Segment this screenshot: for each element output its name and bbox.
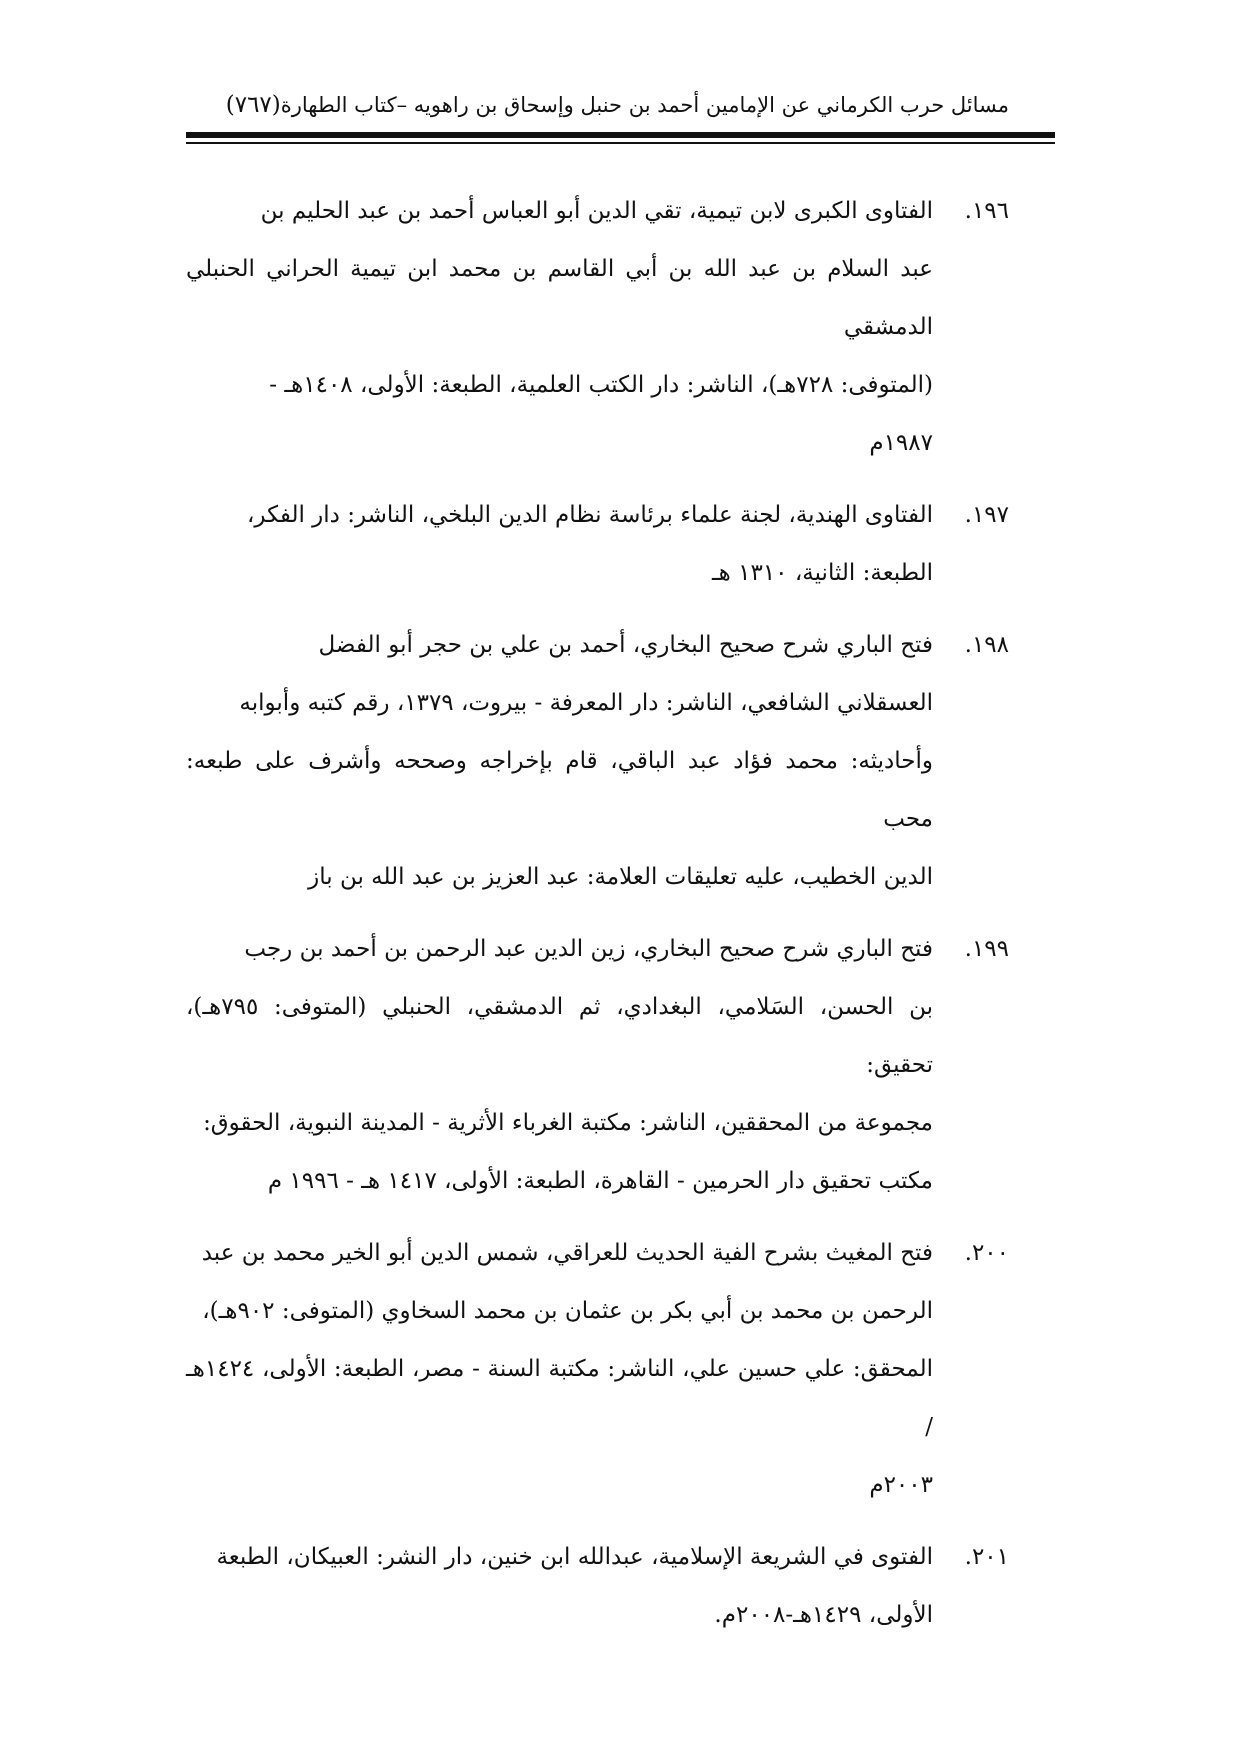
entry-text: [186, 920, 933, 1210]
entry-line: الأولى، ١٤٢٩هـ-٢٠٠٨م.: [714, 1602, 933, 1628]
entry-line: الفتاوى الكبرى لابن تيمية، تقي الدين أبو العباس أحمد بن عبد الحليم بن: [260, 198, 933, 224]
entry-number: ٢٠١.: [964, 1544, 1009, 1570]
entry-line: الفتوى في الشريعة الإسلامية، عبدالله ابن خنين، دار النشر: العبيكان، الطبعة: [216, 1544, 933, 1570]
entry-line: مجموعة من المحققين، الناشر: مكتبة الغرباء الأثرية - المدينة النبوية، الحقوق:: [203, 1110, 933, 1136]
bibliography-entry: [186, 1528, 1009, 1644]
entry-line: ٢٠٠٣م: [869, 1472, 933, 1498]
entry-number: ١٩٧.: [964, 502, 1009, 528]
entry-line: فتح المغيث بشرح الفية الحديث للعراقي، شمس الدين أبو الخير محمد بن عبد: [201, 1240, 933, 1266]
entry-text: [186, 182, 933, 472]
bibliography-list: [186, 182, 1009, 1658]
page-header: [225, 80, 1009, 130]
entry-number: ٢٠٠.: [964, 1240, 1009, 1266]
entry-number: ١٩٨.: [964, 632, 1009, 658]
entry-number: ١٩٦.: [964, 198, 1009, 224]
entry-text: [186, 486, 933, 602]
entry-text: [186, 1224, 933, 1514]
bibliography-entry: [186, 1224, 1009, 1514]
entry-line: وأحاديثه: محمد فؤاد عبد الباقي، قام بإخراجه وصححه وأشرف على طبعه: محب: [186, 748, 933, 832]
bibliography-entry: [186, 182, 1009, 472]
entry-line: الفتاوى الهندية، لجنة علماء برئاسة نظام الدين البلخي، الناشر: دار الفكر،: [247, 502, 933, 528]
entry-line: العسقلاني الشافعي، الناشر: دار المعرفة - بيروت، ١٣٧٩، رقم كتبه وأبوابه: [239, 690, 933, 716]
header-rule-thick: [186, 132, 1055, 138]
bibliography-entry: [186, 616, 1009, 906]
entry-line: المحقق: علي حسين علي، الناشر: مكتبة السنة - مصر، الطبعة: الأولى، ١٤٢٤هـ /: [186, 1356, 933, 1440]
entry-line: الطبعة: الثانية، ١٣١٠ هـ: [711, 560, 933, 586]
entry-line: الدين الخطيب، عليه تعليقات العلامة: عبد العزيز بن عبد الله بن باز: [308, 864, 933, 890]
entry-line: ١٩٨٧م: [869, 430, 933, 456]
header-double-rule: [186, 132, 1055, 144]
header-title: مسائل حرب الكرماني عن الإمامين أحمد بن حنبل وإسحاق بن راهويه –كتاب الطهارة: [280, 93, 1009, 117]
entry-line: عبد السلام بن عبد الله بن أبي القاسم بن محمد ابن تيمية الحراني الحنبلي الدمشقي: [186, 256, 933, 340]
entry-line: مكتب تحقيق دار الحرمين - القاهرة، الطبعة: الأولى، ١٤١٧ هـ - ١٩٩٦ م: [267, 1168, 933, 1194]
entry-number: ١٩٩.: [964, 936, 1009, 962]
entry-text: [186, 616, 933, 906]
bibliography-entry: [186, 486, 1009, 602]
entry-line: (المتوفى: ٧٢٨هـ)، الناشر: دار الكتب العلمية، الطبعة: الأولى، ١٤٠٨هـ -: [269, 372, 933, 398]
page-number: (٧٦٧): [225, 92, 281, 118]
entry-line: فتح الباري شرح صحيح البخاري، زين الدين عبد الرحمن بن أحمد بن رجب: [244, 936, 933, 962]
entry-line: فتح الباري شرح صحيح البخاري، أحمد بن علي بن حجر أبو الفضل: [318, 632, 933, 658]
bibliography-entry: [186, 920, 1009, 1210]
header-rule-thin: [186, 142, 1055, 144]
entry-line: الرحمن بن محمد بن أبي بكر بن عثمان بن محمد السخاوي (المتوفى: ٩٠٢هـ)،: [202, 1298, 933, 1324]
entry-text: [186, 1528, 933, 1644]
entry-line: بن الحسن، السَلامي، البغدادي، ثم الدمشقي، الحنبلي (المتوفى: ٧٩٥هـ)، تحقيق:: [186, 994, 933, 1078]
